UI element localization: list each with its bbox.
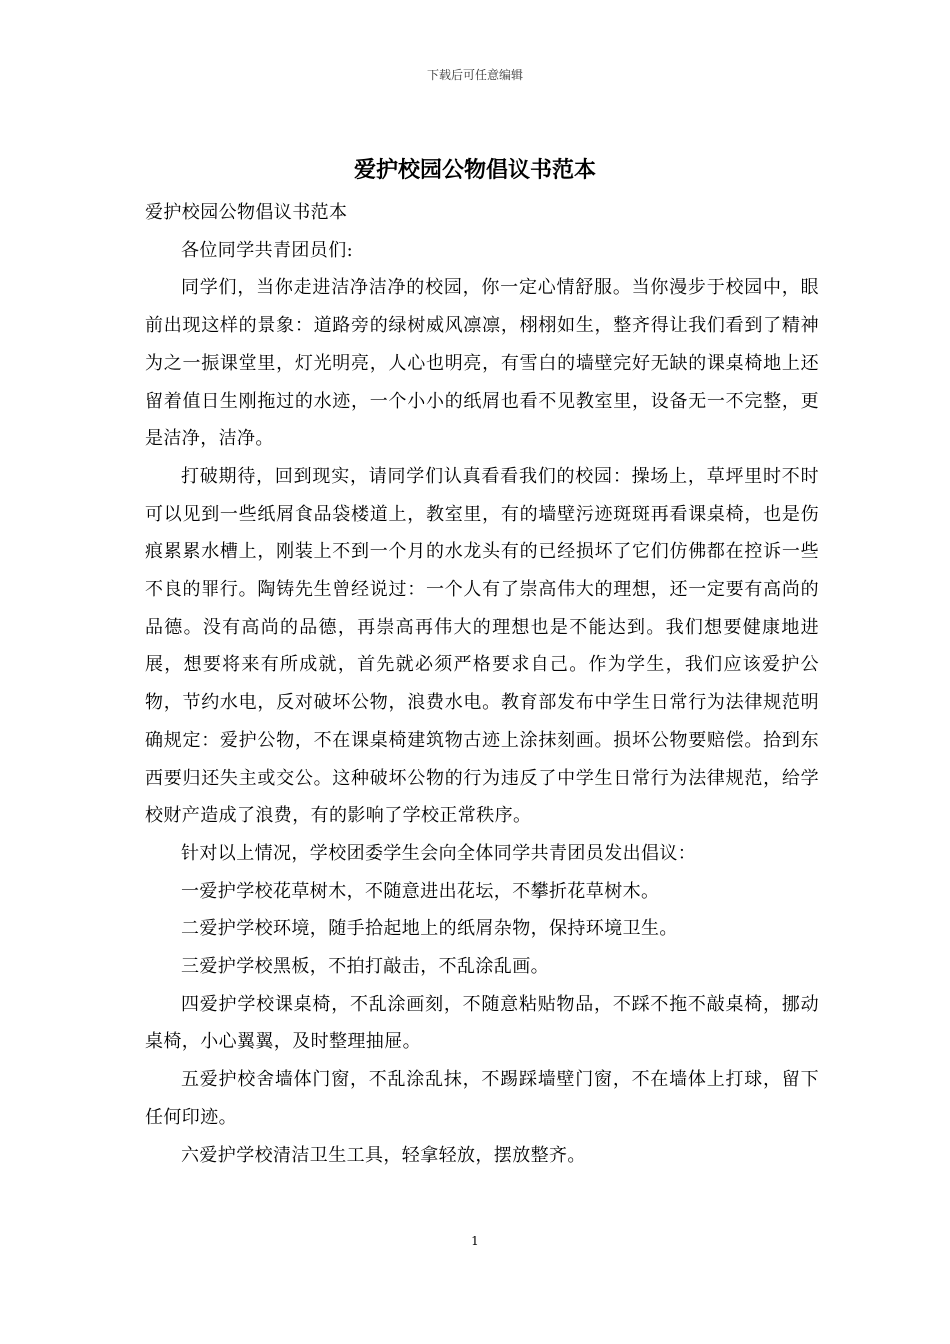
document-title: 爱护校园公物倡议书范本 (353, 157, 596, 183)
proposal-item-6: 六爱护学校清洁卫生工具，轻拿轻放，摆放整齐。 (181, 1144, 586, 1166)
document-subtitle: 爱护校园公物倡议书范本 (145, 202, 348, 223)
proposal-item-3: 三爱护学校黑板，不拍打敲击，不乱涂乱画。 (181, 956, 549, 978)
paragraph-proposal: 针对以上情况，学校团委学生会向全体同学共青团员发出倡议： (181, 842, 697, 864)
proposal-item-5: 五爱护校舍墙体门窗，不乱涂乱抹，不踢踩墙壁门窗，不在墙体上打球，留下任何印迹。 (145, 1069, 819, 1128)
page-number: 1 (471, 1234, 479, 1248)
proposal-item-2: 二爱护学校环境，随手拾起地上的纸屑杂物，保持环境卫生。 (181, 918, 678, 940)
proposal-item-1: 一爱护学校花草树木，不随意进出花坛，不攀折花草树木。 (181, 880, 660, 902)
proposal-item-4: 四爱护学校课桌椅，不乱涂画刻，不随意粘贴物品，不踩不拖不敲桌椅，挪动桌椅，小心翼翼，及时整理抽屉。 (145, 993, 819, 1053)
paragraph-intro: 同学们，当你走进洁净洁净的校园，你一定心情舒服。当你漫步于校园中，眼前出现这样的景象：道路旁的绿树威风凛凛，栩栩如生，整齐得让我们看到了精神为之一振课堂里，灯光明亮，人心也明亮，有雪白的墙壁完好无缺的课桌椅地上还留着值日生刚拖过的水迹，一个小小的纸屑也看不见教室里，设备无一不完整，更是洁净，洁净。 (145, 277, 819, 450)
document-body (145, 194, 819, 1174)
paragraph-reality: 打破期待，回到现实，请同学们认真看看我们的校园：操场上，草坪里时不时可以见到一些纸屑食品袋楼道上，教室里，有的墙壁污迹斑斑再看课桌椅，也是伤痕累累水槽上，刚装上不到一个月的水龙头有的已经损坏了它们仿佛都在控诉一些不良的罪行。陶铸先生曾经说过：一个人有了崇高伟大的理想，还一定要有高尚的品德。没有高尚的品德，再崇高再伟大的理想也是不能达到。我们想要健康地进展，想要将来有所成就，首先就必须严格要求自己。作为学生，我们应该爱护公物，节约水电，反对破坏公物，浪费水电。教育部发布中学生日常行为法律规范明确规定：爱护公物，不在课桌椅建筑物古迹上涂抹刻画。损坏公物要赔偿。拾到东西要归还失主或交公。这种破坏公物的行为违反了中学生日常行为法律规范，给学校财产造成了浪费，有的影响了学校正常秩序。 (145, 465, 819, 827)
greeting: 各位同学共青团员们: (181, 239, 354, 261)
page-header-note: 下载后可任意编辑 (426, 68, 523, 82)
